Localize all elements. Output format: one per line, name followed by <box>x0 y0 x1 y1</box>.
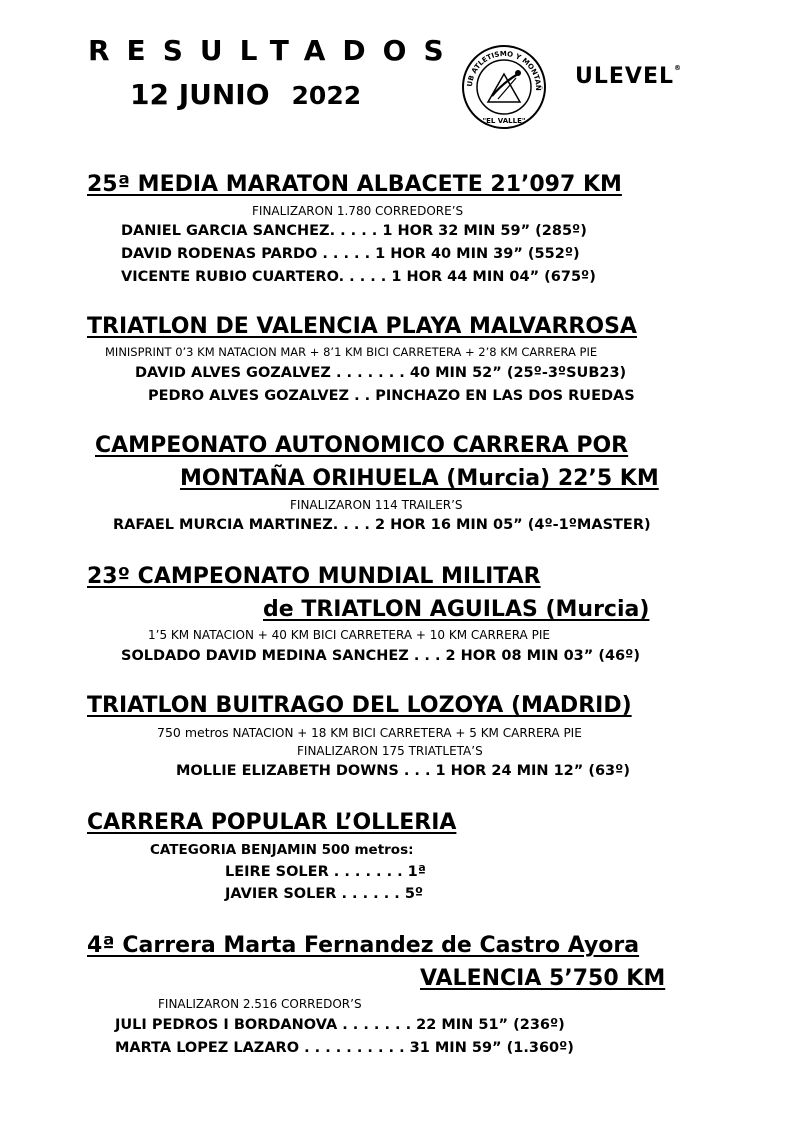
event-4-title: 23º CAMPEONATO MUNDIAL MILITAR <box>87 564 541 589</box>
event-5-format-rest: NATACION + 18 KM BICI CARRETERA + 5 KM CARRERA PIE <box>228 726 582 740</box>
logo-ring-text: UB ATLETISMO Y MONTAÑ <box>465 49 543 91</box>
event-5-title: TRIATLON BUITRAGO DEL LOZOYA (MADRID) <box>87 693 632 718</box>
event-7-finishers: FINALIZARON 2.516 CORREDOR’S <box>158 997 362 1011</box>
event-1-result-1: DANIEL GARCIA SANCHEZ. . . . . 1 HOR 32 MIN 59” (285º) <box>121 223 587 239</box>
event-2-format: MINISPRINT 0’3 KM NATACION MAR + 8’1 KM BICI CARRETERA + 2’8 KM CARRERA PIE <box>105 345 598 359</box>
event-2-result-2: PEDRO ALVES GOZALVEZ . . PINCHAZO EN LAS DOS RUEDAS <box>148 388 635 404</box>
event-5-format <box>157 725 582 740</box>
date-year: 2022 <box>291 81 362 110</box>
event-7-title-line-2: VALENCIA 5’750 KM <box>420 966 666 991</box>
event-6-category: CATEGORIA BENJAMIN 500 metros: <box>150 842 414 858</box>
event-2-result-1: DAVID ALVES GOZALVEZ . . . . . . . 40 MIN 52” (25º-3ºSUB23) <box>135 365 627 381</box>
event-5-finishers: FINALIZARON 175 TRIATLETA’S <box>297 744 483 758</box>
brand-logo <box>575 64 682 89</box>
event-3-title: CAMPEONATO AUTONOMICO CARRERA POR <box>95 433 629 458</box>
logo-bottom-text: "EL VALLE" <box>482 117 526 125</box>
event-3-title-line-2: MONTAÑA ORIHUELA (Murcia) 22’5 KM <box>180 466 659 491</box>
event-3-result-1: RAFAEL MURCIA MARTINEZ. . . . 2 HOR 16 MIN 05” (4º-1ºMASTER) <box>113 517 651 533</box>
club-logo <box>458 44 550 130</box>
event-4-title-line-2: de TRIATLON AGUILAS (Murcia) <box>263 597 650 622</box>
event-7-result-1: JULI PEDROS I BORDANOVA . . . . . . . 22 MIN 51” (236º) <box>115 1017 565 1033</box>
event-1-result-2: DAVID RODENAS PARDO . . . . . 1 HOR 40 MIN 39” (552º) <box>121 246 580 262</box>
runner-icon <box>515 70 521 76</box>
page-title: RESULTADOS <box>88 34 461 67</box>
event-6-result-2: JAVIER SOLER . . . . . . 5º <box>225 886 424 902</box>
brand-registered-mark: ® <box>673 64 682 72</box>
event-2-title: TRIATLON DE VALENCIA PLAYA MALVARROSA <box>87 314 637 339</box>
event-1-result-3: VICENTE RUBIO CUARTERO. . . . . 1 HOR 44 MIN 04” (675º) <box>121 269 596 285</box>
event-5-result-1: MOLLIE ELIZABETH DOWNS . . . 1 HOR 24 MIN 12” (63º) <box>176 763 630 779</box>
event-3-finishers: FINALIZARON 114 TRAILER’S <box>290 498 463 512</box>
event-7-result-2: MARTA LOPEZ LAZARO . . . . . . . . . . 31 MIN 59” (1.360º) <box>115 1040 574 1056</box>
event-6-result-1: LEIRE SOLER . . . . . . . 1ª <box>225 864 426 880</box>
event-1-title: 25ª MEDIA MARATON ALBACETE 21’097 KM <box>87 172 622 197</box>
event-5-swim-distance: 750 metros <box>157 725 229 740</box>
club-logo-graphic <box>458 44 550 130</box>
results-date <box>130 78 361 111</box>
event-1-finishers: FINALIZARON 1.780 CORREDORE’S <box>252 204 464 218</box>
date-day-month: 12 JUNIO <box>130 78 270 111</box>
event-7-title: 4ª Carrera Marta Fernandez de Castro Ayora <box>87 933 640 958</box>
brand-name: ULEVEL <box>575 64 674 89</box>
event-6-title: CARRERA POPULAR L’OLLERIA <box>87 810 457 835</box>
event-4-format: 1’5 KM NATACION + 40 KM BICI CARRETERA + 10 KM CARRERA PIE <box>148 628 550 642</box>
event-4-result-1: SOLDADO DAVID MEDINA SANCHEZ . . . 2 HOR 08 MIN 03” (46º) <box>121 648 640 664</box>
